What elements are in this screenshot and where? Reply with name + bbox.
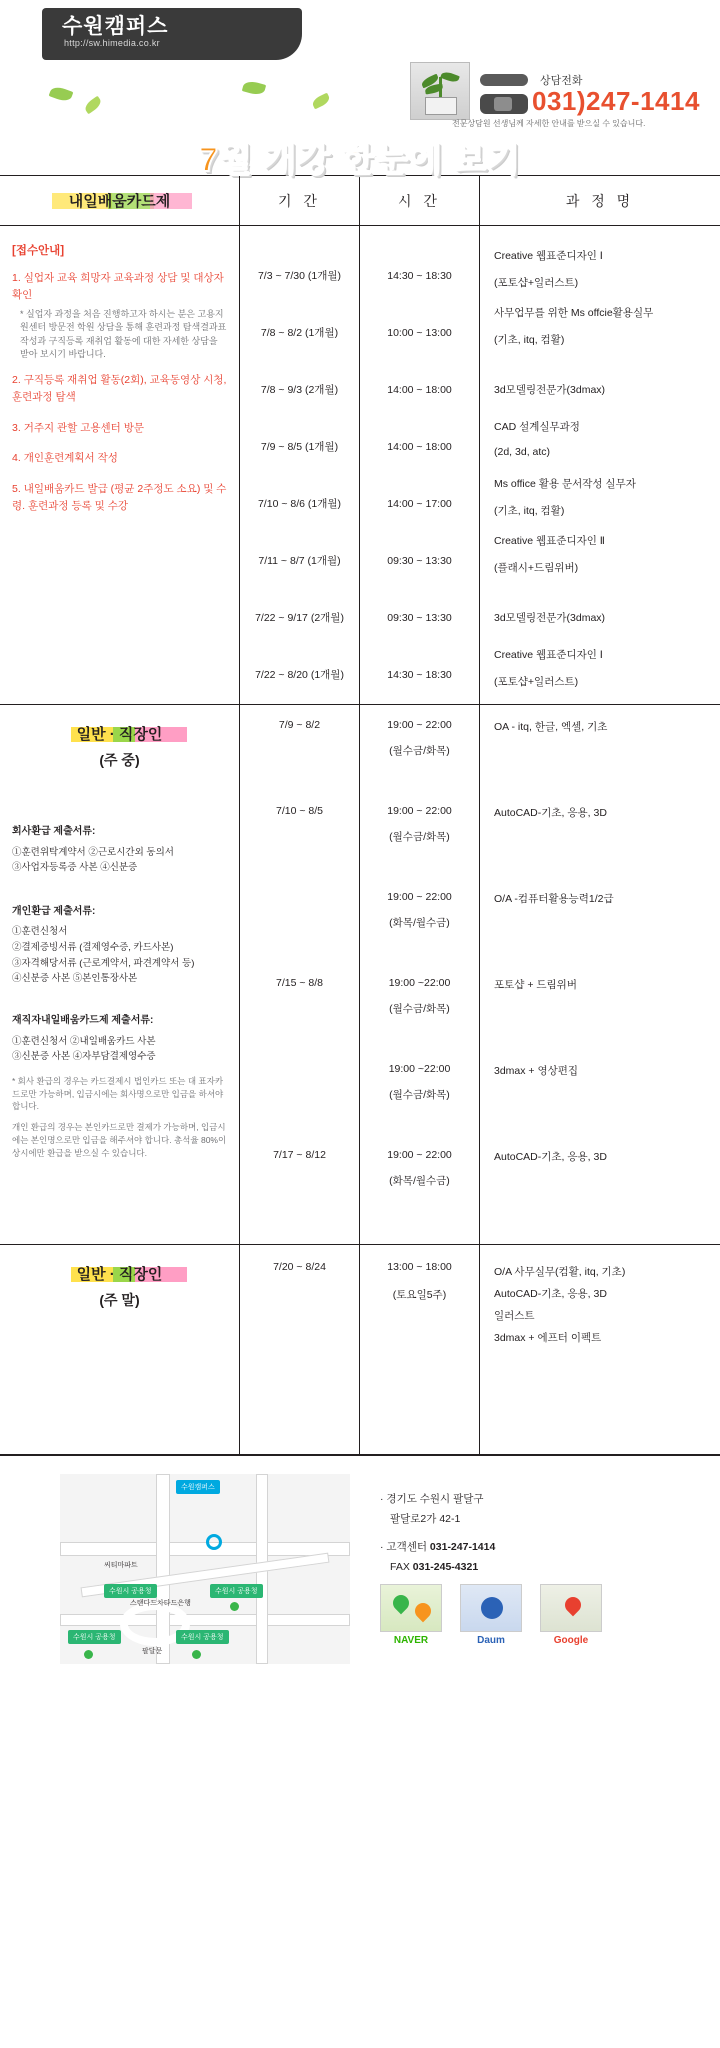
cell-period: 7/22 ~ 8/20 (1개월) — [255, 669, 344, 681]
map-portal-links — [380, 1584, 602, 1646]
cell-course: O/A -컴퓨터활용능력1/2급 — [494, 893, 614, 905]
portal-label: Google — [553, 1635, 589, 1646]
weekend-course-column — [480, 1245, 720, 1454]
campus-location-pin — [206, 1534, 222, 1550]
cell-time: 19:00 ~22:00 — [388, 977, 451, 989]
leaf-icon — [311, 93, 332, 110]
cell-period: 7/9 ~ 8/2 — [278, 719, 321, 731]
cell-course-sub: (포토샵+일러스트) — [494, 676, 579, 688]
header-label-course: 과 정 명 — [565, 192, 635, 209]
header-cell-course — [480, 176, 720, 225]
cell-course: AutoCAD-기초, 응용, 3D — [494, 807, 607, 819]
cell-course: O/A 사무실무(컴활, itq, 기초) — [494, 1266, 626, 1278]
info-item-number: 1. — [12, 272, 21, 285]
cell-time: 14:00 ~ 17:00 — [387, 498, 452, 510]
cell-course: 3d모델링전문가(3dmax) — [494, 384, 606, 396]
cell-time-sub: (월수금/화목) — [389, 745, 450, 757]
info-item-text: 실업자 교육 희망자 교육과정 상담 및 대상자 확인 — [12, 272, 224, 302]
fax-label: FAX — [390, 1560, 410, 1573]
portal-label: NAVER — [393, 1635, 429, 1646]
info-item-text: 구직등록 재취업 활동(2회), 교육동영상 시청, 훈련과정 탐색 — [12, 373, 227, 403]
doc-line: ④신분증 사본 ⑤본인통장사본 — [12, 973, 138, 985]
cell-course: 포토샵 + 드림위버 — [494, 979, 577, 991]
header-label-card: 내일배움카드제 — [68, 193, 171, 210]
cell-course: AutoCAD-기초, 응용, 3D — [494, 1151, 607, 1163]
info-item-number: 5. — [12, 483, 21, 496]
weekend-period-column — [240, 1245, 360, 1454]
portal-google[interactable] — [540, 1584, 602, 1646]
weekday-badge — [0, 705, 239, 770]
map-tag: 수원시 공용청 — [104, 1584, 157, 1598]
header-cell-time — [360, 176, 480, 225]
header-cell-period — [240, 176, 360, 225]
info-item — [12, 372, 227, 406]
weekday-course-column — [480, 705, 720, 1244]
map-marker-dot — [192, 1650, 201, 1659]
info-item — [12, 270, 227, 304]
cell-course: Creative 웹표준디자인 Ⅰ — [494, 250, 603, 262]
cell-course: 사무업무를 위한 Ms offcie활용실무 — [494, 307, 654, 319]
cell-time: 09:30 ~ 13:30 — [387, 555, 452, 567]
cell-time-sub: (월수금/화목) — [389, 831, 450, 843]
cell-period: 7/22 ~ 9/17 (2개월) — [255, 612, 344, 624]
map-marker-dot — [230, 1602, 239, 1611]
cell-period: 7/3 ~ 7/30 (1개월) — [257, 270, 342, 282]
doc-line: ③사업자등록증 사본 ④신분증 — [12, 862, 138, 874]
info-item-number: 2. — [12, 373, 21, 386]
weekday-note: * 회사 환급의 경우는 카드결제시 법인카드 또는 대 표자카드로만 가능하며, 입금시에는 회사명으로만 입금을 하셔야 합니다. — [12, 1075, 224, 1112]
header-cell-card — [0, 176, 240, 225]
main-title-banner — [0, 132, 720, 179]
google-map-thumbnail[interactable] — [540, 1584, 602, 1632]
doc-title: 회사환급 제출서류: — [12, 826, 96, 837]
doc-line: ①훈련위탁계약서 ②근로시간외 동의서 — [12, 846, 174, 858]
cell-course-sub: (플래시+드림위버) — [494, 562, 579, 574]
weekend-badge-top: 일반 · 직장인 — [76, 1266, 163, 1283]
section-weekend — [0, 1245, 720, 1455]
period-column — [240, 226, 360, 704]
cell-period: 7/17 ~ 8/12 — [273, 1149, 326, 1161]
cell-time: 13:00 ~ 18:00 — [387, 1261, 452, 1273]
info-item — [12, 420, 227, 437]
plant-photo — [410, 62, 470, 120]
cell-period: 7/15 ~ 8/8 — [276, 977, 323, 989]
cell-period: 7/8 ~ 8/2 (1개월) — [260, 327, 339, 339]
cell-period — [240, 1063, 359, 1149]
telephone-icon — [478, 72, 530, 114]
map-label: 스탠다드차타드은행 — [130, 1600, 191, 1607]
address-line: 팔달로2가 42-1 — [390, 1512, 461, 1525]
weekday-note: 개인 환급의 경우는 본인카드로만 결제가 가능하며, 입금시에는 본인명으로만 입금을 해주셔야 합니다. 총석율 80%이상시에만 환급을 받으실 수 있습니다. — [12, 1122, 227, 1158]
portal-naver[interactable] — [380, 1584, 442, 1646]
time-column — [360, 226, 480, 704]
cell-time: 19:00 ~ 22:00 — [387, 719, 452, 731]
leaf-icon — [242, 79, 266, 96]
cell-period: 7/8 ~ 9/3 (2개월) — [260, 384, 339, 396]
cell-time-sub: (화목/월수금) — [389, 917, 450, 929]
info-item — [12, 450, 227, 467]
cell-course: 3dmax + 영상편집 — [494, 1065, 579, 1077]
tel-label: 상담전화 — [540, 75, 583, 87]
map-tag-campus: 수원캠퍼스 — [176, 1480, 220, 1494]
site-url[interactable]: http://sw.himedia.co.kr — [64, 38, 160, 48]
cell-time: 19:00 ~22:00 — [388, 1063, 451, 1075]
portal-label: Daum — [477, 1635, 505, 1646]
weekend-badge — [0, 1245, 239, 1310]
cell-period: 7/20 ~ 8/24 — [273, 1261, 326, 1273]
cell-period: 7/10 ~ 8/5 — [276, 805, 323, 817]
tel-note: 전문상담원 선생님께 자세한 안내를 받으실 수 있습니다. — [452, 119, 646, 128]
cell-time-sub: (월수금/화목) — [389, 1003, 450, 1015]
section-weekday — [0, 705, 720, 1245]
info-item-text: 거주지 관할 고용센터 방문 — [23, 421, 145, 434]
doc-line: ③신분증 사본 ④자부담결제영수증 — [12, 1051, 156, 1063]
weekday-info-column — [0, 705, 240, 1244]
section-nabeum — [0, 226, 720, 705]
map-tag: 수원시 공용청 — [210, 1584, 263, 1598]
cell-time: 14:00 ~ 18:00 — [387, 441, 452, 453]
cell-time: 14:00 ~ 18:00 — [387, 384, 452, 396]
cell-course: 3d모델링전문가(3dmax) — [494, 612, 606, 624]
weekday-period-column — [240, 705, 360, 1244]
doc-title: 재직자내일배움카드제 제출서류: — [12, 1015, 154, 1027]
doc-line: ②결제증빙서류 (결제영수증, 카드사본) — [12, 942, 174, 954]
course-column — [480, 226, 720, 704]
map-label: 씨티마파트 — [104, 1562, 138, 1569]
cell-period: 7/9 ~ 8/5 (1개월) — [260, 441, 339, 453]
cell-time: 14:30 ~ 18:30 — [387, 270, 452, 282]
cell-time: 09:30 ~ 13:30 — [387, 612, 452, 624]
map-tag: 수원시 공용청 — [68, 1630, 121, 1644]
leaf-icon — [49, 85, 74, 104]
cell-time-sub: (월수금/화목) — [389, 1089, 450, 1101]
cell-time: 19:00 ~ 22:00 — [387, 891, 452, 903]
address-block: · 경기도 수원시 팔달구 팔달로2가 42-1 · 고객센터 031-247-1414 FAX 031-245-4321 — [380, 1493, 496, 1573]
cell-course: 3dmax + 에프터 이펙트 — [494, 1332, 602, 1345]
daum-map-thumbnail[interactable] — [460, 1584, 522, 1632]
doc-line: ③자격해당서류 (근로계약서, 파견계약서 등) — [12, 957, 195, 969]
cell-course-sub: (포토샵+일러스트) — [494, 277, 579, 289]
info-item-text: 내일배움카드 발급 (평균 2주정도 소요) 및 수령. 훈련과정 등록 및 수강 — [12, 483, 227, 512]
info-note: * 실업자 과정을 처음 진행하고자 하시는 분은 고용지원센터 방문전 학원 상담을 통해 훈련과정 탐색결과표 작성과 구직등록 재취업 활동에 대한 자세한 상담을 받아 보시기 바랍니다. — [20, 308, 227, 360]
table-header-row — [0, 176, 720, 226]
cell-period: 7/10 ~ 8/6 (1개월) — [257, 498, 342, 510]
weekday-docs — [0, 770, 239, 1171]
cell-course: 일러스트 — [494, 1310, 535, 1323]
header-label-period: 기 간 — [278, 192, 321, 209]
cell-time: 14:30 ~ 18:30 — [387, 669, 452, 681]
info-item-text: 개인훈련계획서 작성 — [23, 452, 118, 465]
info-item-number: 4. — [12, 452, 21, 465]
weekend-time-column — [360, 1245, 480, 1454]
cell-period: 7/11 ~ 8/7 (1개월) — [258, 555, 341, 567]
contact-tel[interactable]: 031-247-1414 — [429, 1540, 496, 1553]
doc-line: ①훈련신청서 — [12, 926, 68, 938]
cell-course: OA - itq, 한글, 엑셀, 기초 — [494, 721, 608, 733]
fax-number: 031-245-4321 — [412, 1560, 479, 1573]
campus-title: 수원캠퍼스 — [62, 15, 169, 38]
cell-course: Ms office 활용 문서작성 실무자 — [494, 478, 636, 490]
cell-course-sub: (2d, 3d, atc) — [494, 446, 551, 458]
cell-course: Creative 웹표준디자인 Ⅱ — [494, 535, 605, 547]
doc-title: 개인환급 제출서류: — [12, 905, 96, 917]
map-tag: 수원시 공용청 — [176, 1630, 229, 1644]
info-title: [접수안내] — [12, 245, 65, 257]
cell-time: 10:00 ~ 13:00 — [387, 327, 452, 339]
weekday-badge-bottom: (주 중) — [99, 752, 140, 768]
cell-course-sub: (기초, itq, 컴활) — [494, 505, 565, 517]
info-item-number: 3. — [12, 421, 21, 434]
map-label: 팔달문 — [142, 1648, 163, 1655]
schedule-table — [0, 175, 720, 1456]
weekday-badge-top: 일반 · 직장인 — [76, 726, 163, 743]
page-title: 7월 개강 한눈에 보기 — [199, 141, 521, 179]
cell-course: Creative 웹표준디자인 Ⅰ — [494, 649, 603, 661]
weekday-time-column — [360, 705, 480, 1244]
page-footer — [0, 1456, 720, 1706]
header-label-time: 시 간 — [398, 192, 441, 209]
doc-line: ①훈련신청서 ②내일배움카드 사본 — [12, 1035, 156, 1047]
cell-time-sub: (화목/월수금) — [389, 1175, 450, 1187]
cell-course-sub: (기초, itq, 컴활) — [494, 334, 565, 346]
cell-time-sub: (토요일5주) — [392, 1289, 447, 1301]
leaf-icon — [83, 96, 103, 115]
location-map[interactable] — [60, 1474, 350, 1664]
cell-period — [240, 891, 359, 977]
naver-map-thumbnail[interactable] — [380, 1584, 442, 1632]
weekend-badge-bottom: (주 말) — [99, 1292, 140, 1308]
page-header — [0, 0, 720, 179]
cell-time: 19:00 ~ 22:00 — [387, 805, 452, 817]
cell-course: AutoCAD-기초, 응용, 3D — [494, 1288, 607, 1301]
tel-number[interactable]: 031)247-1414 — [532, 86, 700, 116]
info-item — [12, 481, 227, 515]
info-column — [0, 226, 240, 704]
cell-time: 19:00 ~ 22:00 — [387, 1149, 452, 1161]
portal-daum[interactable] — [460, 1584, 522, 1646]
cell-course: CAD 설계실무과정 — [494, 421, 580, 433]
weekend-badge-column — [0, 1245, 240, 1454]
contact-label: 고객센터 — [386, 1540, 427, 1553]
map-marker-dot — [84, 1650, 93, 1659]
address-line: 경기도 수원시 팔달구 — [386, 1493, 484, 1505]
